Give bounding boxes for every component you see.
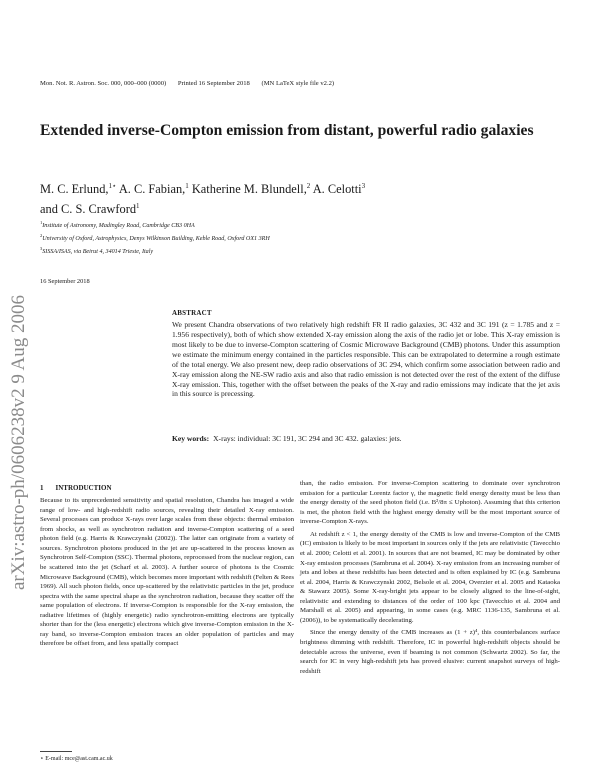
- author-affil-mark: 3: [361, 182, 366, 190]
- footnote-email: ⋆ E-mail: mce@ast.cam.ac.uk: [40, 756, 113, 762]
- paragraph: Because to its unprecedented sensitivity and spatial resolution, Chandra has imaged a wide range of low- and high-redshift radio sources, revealing their detailed X-ray emission. Several processes can produce X-rays over large scales from these objects: thermal emission from shocks, as well as synchrotron radiation and inverse-Compton scattering of a seed photon field (e.g. Harris & Krawczynski (2002)). The latter can originate from a variety of sources. Synchrotron photons produced in the jet are up-scattered in the process known as Synchrotron Self-Compton (SSC). Thermal photons, reprocessed from the nuclear region, can be scattered into the jet (Scharf et al. 2003). A further source of photons is the Cosmic Microwave Background (CMB), which becomes more important with redshift (Felten & Rees 1969). All such photon fields, once up-scattered by the relativistic particles in the jet, produce spectra with the same spectral shape as the synchrotron radiation, because they scatter off the same population of electrons. If inverse-Compton is responsible for the X-ray emission, the radiative lifetimes of (highly energetic) radio synchrotron-emitting electrons are typically shorter than for the (less energetic) electrons which give inverse-Compton emission in the X-ray band, so inverse-Compton emission traces an older population of particles and may therefore be offset from, and less spatially compact: [40, 497, 294, 648]
- abstract-heading: ABSTRACT: [172, 309, 212, 317]
- print-date: Printed 16 September 2018: [177, 80, 250, 87]
- author-name: A. Celotti: [312, 182, 362, 197]
- section-heading: [40, 484, 112, 492]
- author-name: Katherine M. Blundell,: [191, 182, 307, 197]
- paragraph: than, the radio emission. For inverse-Compton scattering to dominate over synchrotron emission for a particular Lorentz factor γ, the magnetic field energy density must be less than the energy density of the seed photon field (i.e. B²/8π ≤ Uphoton). Assuming that this criterion is met, the photon field with the highest energy density will be the most important source of inverse-Compton X-rays.: [300, 480, 560, 526]
- arxiv-stamp: [2, 180, 30, 600]
- affiliation-list: [40, 218, 540, 257]
- section-number: 1: [40, 484, 44, 492]
- affiliation: $^1$Institute of Astronomy, Madingley Road, Cambridge CB3 0HA: [40, 220, 195, 230]
- keywords: [172, 434, 560, 443]
- arxiv-identifier: arXiv:astro-ph/0606238v2 9 Aug 2006: [8, 294, 29, 590]
- author-affil-mark: 1⋆: [108, 182, 117, 190]
- style-file: (MN LaTeX style file v2.2): [261, 80, 335, 87]
- affiliation: $^2$University of Oxford, Astrophysics, Denys Wilkinson Building, Keble Road, Oxford OX1 3RH: [40, 233, 270, 243]
- paper-title: Extended inverse-Compton emission from distant, powerful radio galaxies: [40, 122, 534, 139]
- paragraph: Since the energy density of the CMB increases as (1 + z)⁴, this counterbalances surface brightness dimming with redshift. Therefore, IC in powerful high-redshift objects should be detectable across the universe, even if beaming is not common (Schwartz 2002). So far, the search for IC in very high-redshift jets has proved elusive: current snapshot surveys of high-redshift: [300, 629, 560, 675]
- author-name: M. C. Erlund,: [40, 182, 109, 197]
- section-title: INTRODUCTION: [55, 484, 112, 492]
- keywords-label: Key words:: [172, 434, 210, 443]
- journal-citation: Mon. Not. R. Astron. Soc. 000, 000–000 (0000): [40, 80, 167, 87]
- paragraph: At redshift z < 1, the energy density of the CMB is low and inverse-Compton of the CMB (IC) emission is likely to be most important in sources only if the jets are relativistic (Tavecchio et al. 2000; Celotti et al. 2001). In sources that are not beamed, IC may be dominated by other X-ray emission processes (Sambruna et al. 2004). X-ray emission from an increasing number of jets and lobes at these redshifts has been detected and is often explained by IC (e.g. Sambruna et al. 2004, Harris & Krawczynski 2002, Belsole et al. 2004, Overzier et al. 2005 and Kataoka & Stawarz 2005). Some X-ray-bright jets appear to be closely aligned to the line-of-sight, relativistic and extending to distances of the order of 100 kpc (Tavecchio et al. 2004 and Marshall et al. 2005) and appearing, in some cases (e.g. MRC 1136-135, Sambruna et al. (2006)), to be systematically decelerating.: [300, 530, 560, 624]
- affiliation: $^3$SISSA/ISAS, via Beirut 4, 34014 Trieste, Italy: [40, 246, 154, 256]
- paper-date: 16 September 2018: [40, 278, 90, 285]
- footnote-rule: [40, 751, 72, 752]
- abstract-text: We present Chandra observations of two relatively high redshift FR II radio galaxies, 3C 432 and 3C 191 (z = 1.785 and z = 1.956 respectively), both of which show extended X-ray emission along the axis of the radio jet or lobe. This X-ray emission is most likely to be due to inverse-Compton scattering of Cosmic Microwave Background (CMB) photons. Under this assumption we estimate the minimum energy contained in the particles responsible. This can be extrapolated to determine a rough estimate of the total energy. We also present new, deep radio observations of 3C 294, which confirm some association between radio and X-ray emission along the NE-SW radio axis and also that radio emission is not detected over the rest of the extent of the diffuse X-ray emission. This, together with the offset between the peaks of the X-ray and radio emissions may indicate that the jet axis in this source is precessing.: [172, 320, 560, 399]
- body-column-right: [300, 479, 560, 676]
- author-affil-mark: 1: [136, 202, 140, 211]
- author-affil-mark: 2: [306, 182, 311, 190]
- author-name: A. C. Fabian,: [118, 182, 186, 197]
- author-list: [40, 178, 560, 218]
- body-column-left: [40, 496, 294, 649]
- author-affil-mark: 1: [185, 182, 189, 190]
- keywords-text: X-rays: individual: 3C 191, 3C 294 and 3C 432. galaxies: jets.: [213, 434, 402, 443]
- author-name: and C. S. Crawford: [40, 202, 137, 217]
- journal-header: [40, 80, 344, 87]
